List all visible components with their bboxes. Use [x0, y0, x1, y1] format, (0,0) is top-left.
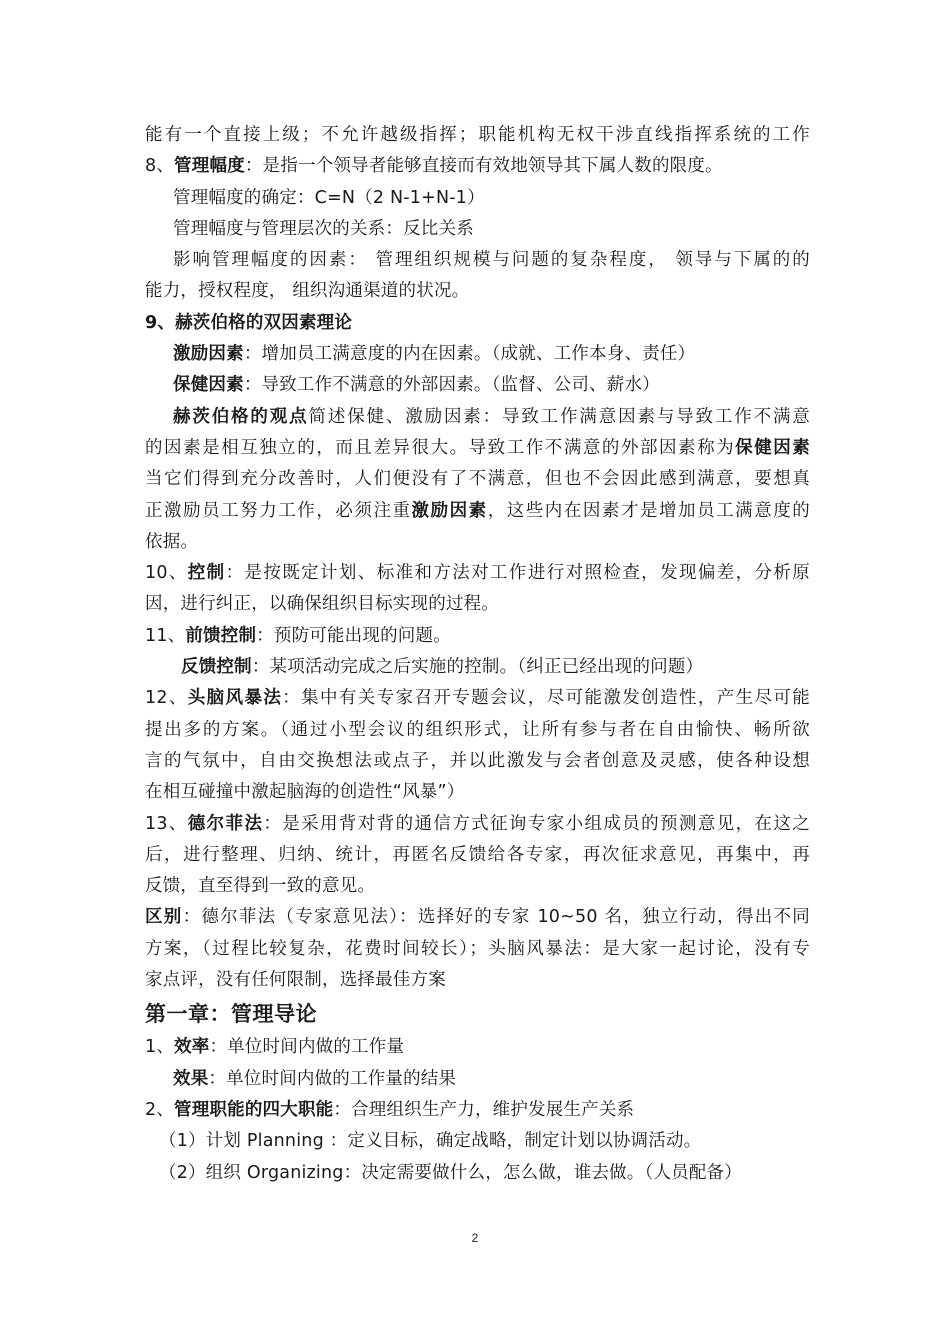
- text-line: 影响管理幅度的因素： 管理组织规模与问题的复杂程度， 领导与下属的的: [173, 250, 810, 271]
- document-body: [145, 120, 810, 1189]
- text-line: 反馈控制：某项活动完成之后实施的控制。（纠正已经出现的问题）: [181, 657, 704, 678]
- heading-item-12: 12、头脑风暴法：集中有关专家召开专题会议，尽可能激发创造性，产生尽可能: [145, 688, 811, 709]
- text-line: 效果：单位时间内做的工作量的结果: [173, 1068, 457, 1089]
- chapter-title: 第一章：管理导论: [145, 1002, 317, 1027]
- heading-item-8: 8、管理幅度：是指一个领导者能够直接而有效地领导其下属人数的限度。: [145, 156, 723, 177]
- text-line: 依据。: [145, 531, 199, 552]
- text-line: 激励因素：增加员工满意度的内在因素。（成就、工作本身、责任）: [173, 344, 696, 365]
- list-item: （1）计划 Planning ：定义目标，确定战略，制定计划以协调活动。: [159, 1131, 702, 1152]
- text-line: 因，进行纠正，以确保组织目标实现的过程。: [145, 594, 499, 615]
- heading-item-11: 11、前馈控制：预防可能出现的问题。: [145, 625, 451, 646]
- text-line: 保健因素：导致工作不满意的外部因素。（监督、公司、薪水）: [173, 375, 660, 396]
- text-line: 正激励员工努力工作，必须注重激励因素，这些内在因素才是增加员工满意度的: [145, 500, 810, 521]
- heading-item-10: 10、控制：是按既定计划、标准和方法对工作进行对照检查，发现偏差，分析原: [145, 563, 811, 584]
- text-line: 方案，（过程比较复杂，花费时间较长）；头脑风暴法：是大家一起讨论，没有专: [145, 938, 810, 959]
- text-line: 后，进行整理、归纳、统计，再匿名反馈给各专家，再次征求意见，再集中，再: [145, 844, 810, 865]
- text-line: 管理幅度的确定：C=N（2 N-1+N-1）: [173, 187, 485, 208]
- text-line: 管理幅度与管理层次的关系：反比关系: [173, 218, 474, 239]
- heading-item-1: 1、效率：单位时间内做的工作量: [145, 1037, 405, 1058]
- text-line: 言的气氛中，自由交换想法或点子，并以此激发与会者创意及灵感，使各种设想: [145, 750, 810, 771]
- list-item: （2）组织 Organizing：决定需要做什么，怎么做，谁去做。（人员配备）: [159, 1162, 742, 1183]
- text-line: 区别：德尔菲法（专家意见法）：选择好的专家 10~50 名，独立行动，得出不同: [145, 907, 810, 928]
- text-line: 赫茨伯格的观点简述保健、激励因素：导致工作满意因素与导致工作不满意: [173, 406, 811, 427]
- page-number: 2: [471, 1231, 479, 1245]
- text-line: 能有一个直接上级；不允许越级指挥；职能机构无权干涉直线指挥系统的工作: [145, 125, 810, 145]
- text-line: 家点评，没有任何限制，选择最佳方案: [145, 970, 446, 991]
- heading-item-9: 9、赫茨伯格的双因素理论: [145, 312, 353, 333]
- text-line: 当它们得到充分改善时，人们便没有了不满意，但也不会因此感到满意，要想真: [145, 469, 810, 490]
- text-line: 反馈，直至得到一致的意见。: [145, 876, 376, 897]
- text-line: 提出多的方案。（通过小型会议的组织形式，让所有参与者在自由愉快、畅所欲: [145, 719, 810, 740]
- heading-item-2: 2、管理职能的四大职能：合理组织生产力，维护发展生产关系: [145, 1099, 635, 1120]
- text-line: 能力，授权程度， 组织沟通渠道的状况。: [145, 281, 470, 302]
- heading-item-13: 13、德尔菲法：是采用背对背的通信方式征询专家小组成员的预测意见，在这之: [145, 813, 810, 834]
- text-line: 在相互碰撞中激起脑海的创造性“风暴”）: [145, 782, 465, 803]
- text-line: 的因素是相互独立的，而且差异很大。导致工作不满意的外部因素称为保健因素: [145, 437, 810, 458]
